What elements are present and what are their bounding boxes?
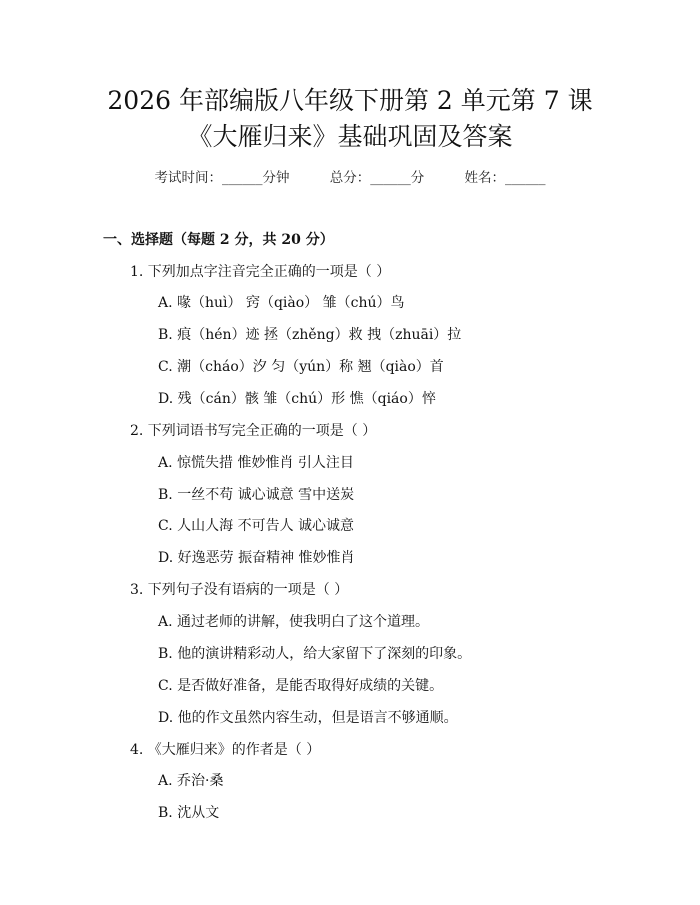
total-score-field: 总分：______分 — [329, 170, 425, 186]
exam-time-field: 考试时间：______分钟 — [154, 170, 290, 186]
question-option: C. 潮（cháo）汐 匀（yún）称 翘（qiào）首 — [158, 359, 444, 375]
question-option: C. 是否做好准备，是能否取得好成绩的关键。 — [158, 678, 444, 694]
exam-info-row — [0, 166, 700, 186]
document-title-line-2: 《大雁归来》基础巩固及答案 — [187, 122, 513, 151]
question-option: A. 喙（huì） 窍（qiào） 雏（chú）鸟 — [158, 295, 405, 311]
question-option: D. 残（cán）骸 雏（chú）形 憔（qiáo）悴 — [158, 391, 436, 407]
section-heading: 一、选择题（每题 2 分，共 20 分） — [103, 232, 334, 248]
question-stem: 3. 下列句子没有语病的一项是（ ） — [130, 582, 349, 598]
question-option: D. 他的作文虽然内容生动，但是语言不够通顺。 — [158, 710, 458, 726]
question-option: D. 好逸恶劳 振奋精神 惟妙惟肖 — [158, 550, 355, 566]
question-option: A. 乔治·桑 — [158, 773, 224, 789]
question-option: B. 他的演讲精彩动人，给大家留下了深刻的印象。 — [158, 646, 472, 662]
question-option: B. 一丝不苟 诚心诚意 雪中送炭 — [158, 487, 355, 503]
question-option: A. 通过老师的讲解，使我明白了这个道理。 — [158, 614, 430, 630]
question-option: B. 沈从文 — [158, 805, 220, 821]
question-option: A. 惊慌失措 惟妙惟肖 引人注目 — [158, 455, 354, 471]
question-stem: 1. 下列加点字注音完全正确的一项是（ ） — [130, 264, 391, 280]
question-stem: 2. 下列词语书写完全正确的一项是（ ） — [130, 423, 377, 439]
question-option: B. 痕（hén）迹 拯（zhěng）救 拽（zhuāi）拉 — [158, 327, 462, 343]
document-title-line-1: 2026 年部编版八年级下册第 2 单元第 7 课 — [107, 86, 593, 115]
student-name-field: 姓名：______ — [464, 170, 546, 186]
question-stem: 4. 《大雁归来》的作者是（ ） — [130, 742, 321, 758]
question-option: C. 人山人海 不可告人 诚心诚意 — [158, 518, 355, 534]
